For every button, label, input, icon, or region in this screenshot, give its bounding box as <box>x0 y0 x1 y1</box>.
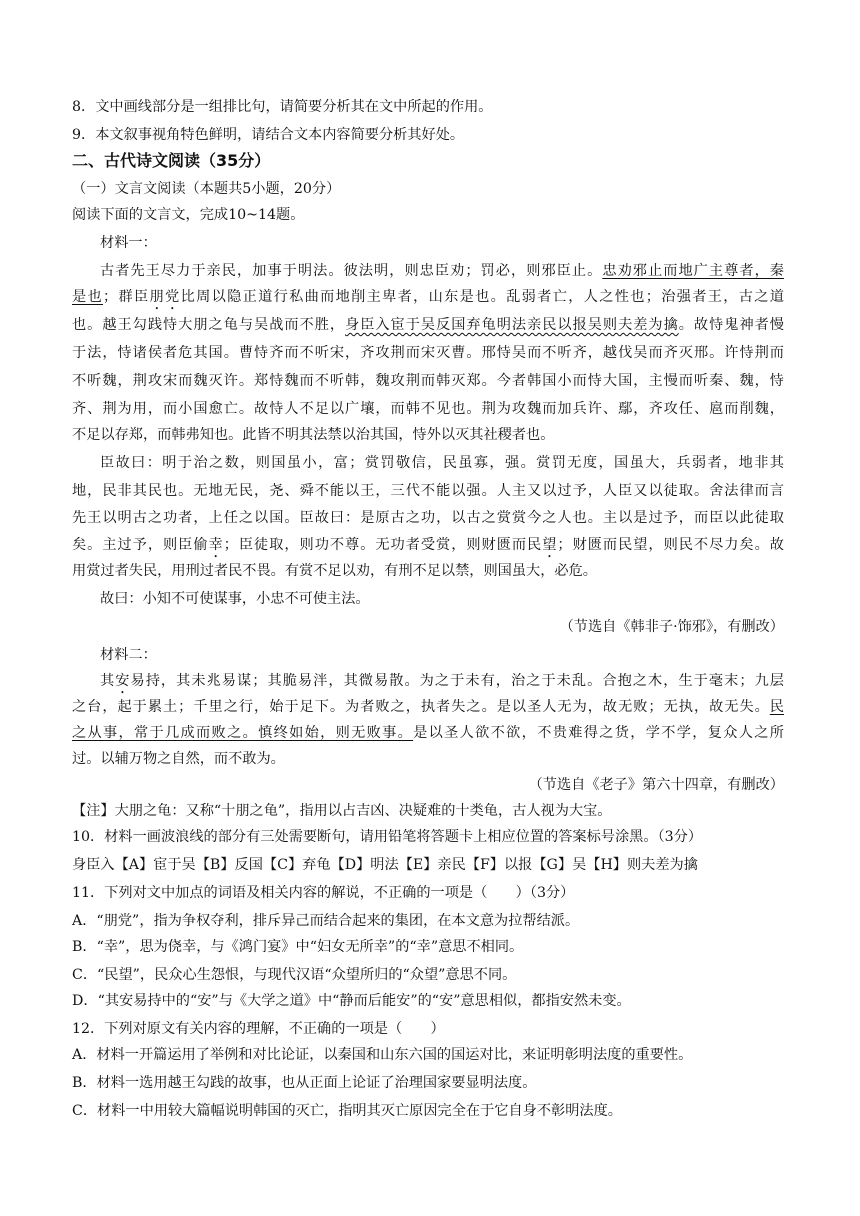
section-heading: 二、古代诗文阅读（35分） <box>72 151 271 170</box>
underlined-text: 忠劝邪止而地广主尊者，秦 <box>602 263 784 279</box>
question-12-option-a: A．材料一开篇运用了举例和对比论证，以秦国和山东六国的国运对比，来证明彰明法度的重要性。 <box>72 1047 693 1063</box>
question-10: 10．材料一画波浪线的部分有三处需要断句，请用铅笔将答题卡上相应位置的答案标号涂黑。（3分） <box>72 829 703 845</box>
text: 其 <box>100 673 116 689</box>
dotted-word: 幸 <box>208 537 224 553</box>
subsection-heading: （一）文言文阅读（本题共5小题，20分） <box>72 181 341 197</box>
material-1-line: 齐、荆为用，而小国愈亡。故恃人不足以广壤，而韩不见也。荆为攻魏而加兵许、鄢，齐攻任、扈而削魏， <box>72 401 784 417</box>
question-12-option-c: C．材料一中用较大篇幅说明韩国的灭亡，指明其灭亡原因完全在于它自身不彰明法度。 <box>72 1103 622 1119</box>
material-2-line <box>100 671 784 697</box>
material-1-line: 臣故曰：明于治之数，则国虽小，富；赏罚敬信，民虽寡，强。赏罚无度，国虽大，兵弱者，地非其 <box>100 455 784 471</box>
question-8: 8．文中画线部分是一组排比句，请简要分析其在文中所起的作用。 <box>72 99 493 115</box>
material-2-line <box>72 723 784 743</box>
annotation-note: 【注】大朋之龟：又称“十朋之龟”，指用以占吉凶、决疑难的十类龟，古人视为大宝。 <box>72 803 612 819</box>
material-1-line: 不足以存郑，而韩弗知也。此皆不明其法禁以治其国，恃外以灭其社稷者也。 <box>72 427 555 443</box>
question-12-option-b: B．材料一选用越王勾践的故事，也从正面上论证了治理国家要显明法度。 <box>72 1075 537 1091</box>
text: 是以圣人欲不欲，不贵难得之货，学不学，复众人之所 <box>413 725 784 741</box>
text: ；财匮而民望，则民不尽力矣。故 <box>557 537 784 553</box>
material-1-line <box>72 315 784 335</box>
question-11-option-d: D．“其安易持中的“安”与《大学之道》中“静而后能安”的“安”意思相似，都指安然未变。 <box>72 993 631 1009</box>
material-1-line: 于法，恃诸侯者危其国。曹恃齐而不听宋，齐攻荆而宋灭曹。邢恃吴而不听齐，越伐吴而齐灭邢。许恃荆而 <box>72 345 784 361</box>
question-11-option-a: A．“朋党”，指为争权夺利，排斥异己而结合起来的集团，在本文意为拉帮结派。 <box>72 913 580 929</box>
dotted-word: 望 <box>542 537 558 553</box>
question-11: 11．下列对文中加点的词语及相关内容的解说，不正确的一项是（ ）（3分） <box>72 885 575 901</box>
material-2-label: 材料二： <box>100 647 157 663</box>
question-11-option-b: B．“幸”，思为侥幸，与《鸿门宴》中“妇女无所幸”的“幸”意思不相同。 <box>72 939 524 955</box>
question-12: 12．下列对原文有关内容的理解，不正确的一项是（ ） <box>72 1021 445 1037</box>
material-2-line: 过。以辅万物之自然，而不敢为。 <box>72 751 285 767</box>
material-1-label: 材料一： <box>100 235 157 251</box>
text: 矣。主过予，则臣偷 <box>72 537 209 553</box>
dotted-word: 安 <box>115 673 131 689</box>
text: 古者先王尽力于亲民，加事于明法。彼法明，则忠臣劝；罚必，则邪臣止。 <box>100 263 603 279</box>
material-1-line: 先王以明古之功者，上任之以国。臣故曰：是原古之功，以古之赏赏今之人也。主以是过予，而臣以此徒取 <box>72 510 784 526</box>
text: ；群臣 <box>103 289 150 305</box>
text: 之台，起于累土；千里之行，始于足下。为者败之，执者失之。是以圣人无为，故无败；无执，故无失。 <box>72 699 770 715</box>
material-1-line: 用赏过者失民，用刑过者民不畏。有赏不足以劝，有刑不足以禁，则国虽大，必危。 <box>72 563 597 579</box>
citation-2: （节选自《老子》第六十四章，有删改） <box>528 777 784 793</box>
wavy-text: 身臣入宦于吴反国弃龟明法亲民以报吴则夫差为擒 <box>345 317 679 333</box>
dotted-word: 朋党 <box>149 289 181 305</box>
material-1-line <box>72 535 784 561</box>
material-1-line <box>100 261 784 281</box>
text: 也。越王勾践恃大朋之龟与吴战而不胜， <box>72 317 346 333</box>
material-1-line: 故曰：小知不可使谋事，小忠不可使主法。 <box>100 591 370 607</box>
text: ；臣徒取，则功不尊。无功者受赏，则财匮而民 <box>223 537 543 553</box>
question-9: 9．本文叙事视角特色鲜明，请结合文本内容简要分析其好处。 <box>72 127 465 143</box>
question-11-option-c: C．“民望”，民众心生怨恨，与现代汉语“众望所归的“众望”意思不同。 <box>72 967 517 983</box>
instruction: 阅读下面的文言文，完成10~14题。 <box>72 207 305 223</box>
underlined-text: 之从事，常于几成而败之。慎终如始，则无败事。 <box>72 725 414 741</box>
text: 易持，其未兆易谋；其脆易泮，其微易散。为之于未有，治之于未乱。合抱之木，生于毫末；九层 <box>130 673 784 689</box>
material-2-line <box>72 697 784 717</box>
material-1-line: 不听魏，荆攻宋而魏灭许。郑恃魏而不听韩，魏攻荆而韩灭郑。今者韩国小而恃大国，主慢而听秦、魏，恃 <box>72 373 784 389</box>
question-10-options: 身臣入【A】宦于吴【B】反国【C】弃龟【D】明法【E】亲民【F】以报【G】吴【H】则夫差为擒 <box>72 857 698 873</box>
text: 比周以隐正道行私曲而地削主卑者，山东是也。乱弱者亡，人之性也；治强者王，古之道 <box>180 289 784 305</box>
citation-1: （节选自《韩非子·饰邪》，有删改） <box>559 619 784 635</box>
underlined-text: 民 <box>769 699 784 715</box>
material-1-line <box>72 287 784 313</box>
material-1-line: 地，民非其民也。无地无民，尧、舜不能以王，三代不能以强。人主又以过予，人臣又以徒取。舍法律而言 <box>72 483 784 499</box>
underlined-text: 是也 <box>72 289 104 305</box>
text: 。故恃鬼神者慢 <box>678 317 784 333</box>
